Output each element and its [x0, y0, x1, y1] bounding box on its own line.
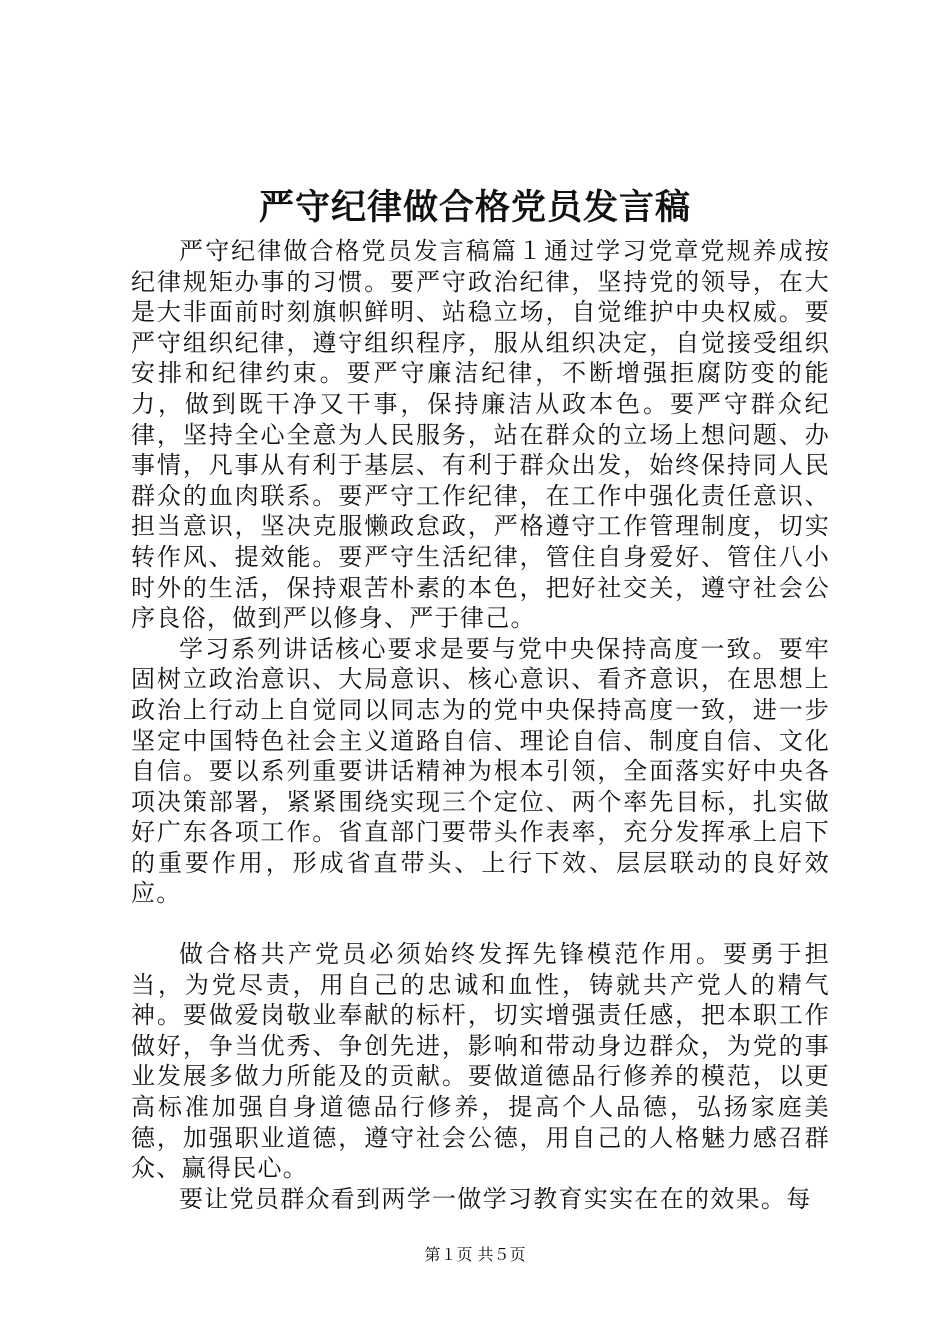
- paragraph-vanguard-role: 做合格共产党员必须始终发挥先锋模范作用。要勇于担当，为党尽责，用自己的忠诚和血性，铸就共产党人的精气神。要做爱岗敬业奉献的标杆，切实增强责任感，把本职工作做好，争当优秀、争创先进，影响和带动身边群众，为党的事业发展多做力所能及的贡献。要做道德品行修养的模范，以更高标准加强自身道德品行修养，提高个人品德，弘扬家庭美德，加强职业道德，遵守社会公德，用自己的人格魅力感召群众、赢得民心。: [131, 940, 830, 1183]
- paragraph-study-speeches: 学习系列讲话核心要求是要与党中央保持高度一致。要牢固树立政治意识、大局意识、核心意识、看齐意识，在思想上政治上行动上自觉同以同志为的党中央保持高度一致，进一步坚定中国特色社会主义道路自信、理论自信、制度自信、文化自信。要以系列重要讲话精神为根本引领，全面落实好中央各项决策部署，紧紧围绕实现三个定位、两个率先目标，扎实做好广东各项工作。省直部门要带头作表率，充分发挥承上启下的重要作用，形成省直带头、上行下效、层层联动的良好效应。: [131, 634, 830, 908]
- document-body: [131, 236, 830, 1214]
- page-footer: 第１页 共５页: [424, 1245, 526, 1264]
- document-title: 严守纪律做合格党员发言稿: [258, 187, 691, 228]
- paragraph-spacer: [131, 909, 830, 939]
- paragraph-education-results: 要让党员群众看到两学一做学习教育实实在在的效果。每: [179, 1184, 812, 1213]
- paragraph-discipline: 严守纪律做合格党员发言稿篇１通过学习党章党规养成按纪律规矩办事的习惯。要严守政治纪律，坚持党的领导，在大是大非面前时刻旗帜鲜明、站稳立场，自觉维护中央权威。要严守组织纪律，遵守组织程序，服从组织决定，自觉接受组织安排和纪律约束。要严守廉洁纪律，不断增强拒腐防变的能力，做到既干净又干事，保持廉洁从政本色。要严守群众纪律，坚持全心全意为人民服务，站在群众的立场上想问题、办事情，凡事从有利于基层、有利于群众出发，始终保持同人民群众的血肉联系。要严守工作纪律，在工作中强化责任意识、担当意识，坚决克服懒政怠政，严格遵守工作管理制度，切实转作风、提效能。要严守生活纪律，管住自身爱好、管住八小时外的生活，保持艰苦朴素的本色，把好社交关，遵守社会公序良俗，做到严以修身、严于律己。: [131, 237, 830, 633]
